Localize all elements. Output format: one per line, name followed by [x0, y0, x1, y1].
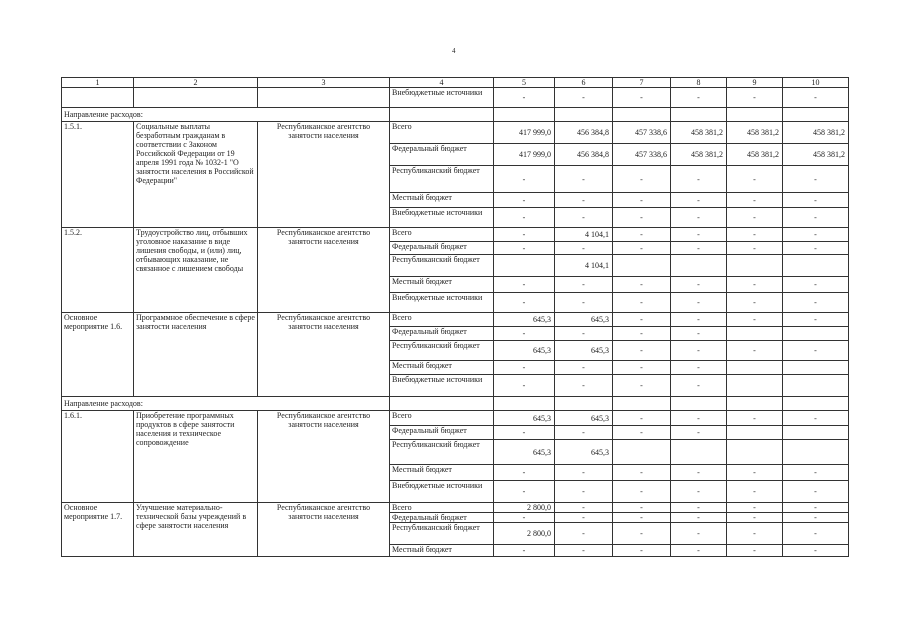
- source-label: Всего: [390, 122, 494, 144]
- row-executor: Республиканское агентство занятости населения: [258, 122, 390, 228]
- header-row: [62, 78, 849, 88]
- budget-table: [61, 77, 849, 557]
- value-cell: -: [555, 513, 613, 523]
- value-cell: -: [727, 242, 783, 255]
- value-cell: -: [494, 327, 555, 341]
- source-label: Местный бюджет: [390, 545, 494, 557]
- value-cell: -: [555, 293, 613, 313]
- value-cell: -: [783, 465, 849, 481]
- page-number: 4: [452, 47, 456, 55]
- value-cell: -: [671, 242, 727, 255]
- value-cell: -: [783, 242, 849, 255]
- table-row: [62, 228, 849, 242]
- value-cell: -: [555, 88, 613, 108]
- value-cell: -: [613, 481, 671, 503]
- value-cell: -: [494, 166, 555, 193]
- value-cell: 4 104,1: [555, 255, 613, 277]
- value-cell: -: [494, 208, 555, 228]
- value-cell: -: [494, 277, 555, 293]
- row-name: Приобретение программных продуктов в сфере занятости населения и техническое сопровождение: [134, 411, 258, 503]
- value-cell: -: [671, 313, 727, 327]
- section-row: [62, 397, 849, 411]
- value-cell: -: [727, 88, 783, 108]
- row-code: 1.5.2.: [62, 228, 134, 313]
- source-label: Республиканский бюджет: [390, 341, 494, 361]
- header-cell: 8: [671, 78, 727, 88]
- value-cell: 458 381,2: [671, 122, 727, 144]
- value-cell: 458 381,2: [783, 144, 849, 166]
- value-cell: -: [494, 513, 555, 523]
- value-cell: -: [555, 545, 613, 557]
- row-executor: Республиканское агентство занятости населения: [258, 411, 390, 503]
- row-code: Основное мероприятие 1.7.: [62, 503, 134, 557]
- value-cell: -: [727, 513, 783, 523]
- value-cell: -: [783, 313, 849, 327]
- source-label: Федеральный бюджет: [390, 242, 494, 255]
- source-label: Федеральный бюджет: [390, 327, 494, 341]
- source-label: Внебюджетные источники: [390, 88, 494, 108]
- value-cell: -: [727, 277, 783, 293]
- row-name: Программное обеспечение в сфере занятости населения: [134, 313, 258, 397]
- source-label: Внебюджетные источники: [390, 208, 494, 228]
- value-cell: -: [613, 193, 671, 208]
- header-cell: 3: [258, 78, 390, 88]
- value-cell: -: [613, 277, 671, 293]
- value-cell: -: [613, 545, 671, 557]
- value-cell: 645,3: [494, 341, 555, 361]
- source-label: Республиканский бюджет: [390, 255, 494, 277]
- value-cell: -: [555, 277, 613, 293]
- source-label: Всего: [390, 411, 494, 426]
- table-row: [62, 411, 849, 426]
- table-row: [62, 503, 849, 513]
- value-cell: -: [671, 513, 727, 523]
- value-cell: -: [783, 277, 849, 293]
- value-cell: -: [671, 426, 727, 440]
- value-cell: -: [613, 242, 671, 255]
- value-cell: -: [613, 166, 671, 193]
- value-cell: -: [555, 503, 613, 513]
- value-cell: -: [613, 503, 671, 513]
- header-cell: 7: [613, 78, 671, 88]
- value-cell: -: [555, 523, 613, 545]
- value-cell: -: [727, 481, 783, 503]
- value-cell: -: [727, 313, 783, 327]
- value-cell: -: [727, 166, 783, 193]
- value-cell: -: [671, 166, 727, 193]
- value-cell: -: [555, 481, 613, 503]
- header-cell: 10: [783, 78, 849, 88]
- value-cell: -: [613, 341, 671, 361]
- source-label: Республиканский бюджет: [390, 166, 494, 193]
- section-row: [62, 108, 849, 122]
- value-cell: -: [555, 193, 613, 208]
- value-cell: -: [727, 503, 783, 513]
- value-cell: -: [671, 503, 727, 513]
- value-cell: -: [494, 426, 555, 440]
- value-cell: -: [671, 545, 727, 557]
- value-cell: 458 381,2: [727, 144, 783, 166]
- value-cell: -: [555, 375, 613, 397]
- value-cell: -: [494, 242, 555, 255]
- row-name: Социальные выплаты безработным гражданам в соответствии с Законом Российской Федерации от 19 апреля 1991 года № 1032-1 "О занятости населения в Российской Федерации": [134, 122, 258, 228]
- value-cell: -: [783, 193, 849, 208]
- value-cell: -: [613, 523, 671, 545]
- value-cell: 458 381,2: [783, 122, 849, 144]
- value-cell: -: [727, 545, 783, 557]
- row-code: Основное мероприятие 1.6.: [62, 313, 134, 397]
- source-label: Всего: [390, 313, 494, 327]
- value-cell: -: [783, 208, 849, 228]
- value-cell: -: [494, 545, 555, 557]
- value-cell: -: [783, 503, 849, 513]
- value-cell: -: [671, 481, 727, 503]
- section-label: Направление расходов:: [62, 397, 390, 411]
- value-cell: -: [671, 341, 727, 361]
- value-cell: -: [671, 523, 727, 545]
- value-cell: -: [783, 166, 849, 193]
- value-cell: -: [613, 361, 671, 375]
- value-cell: -: [613, 513, 671, 523]
- source-label: Федеральный бюджет: [390, 144, 494, 166]
- row-name: Трудоустройство лиц, отбывших уголовное наказание в виде лишения свободы, и (или) лиц, отбывающих наказание, не связанное с лишением свободы: [134, 228, 258, 313]
- value-cell: -: [555, 208, 613, 228]
- header-cell: 1: [62, 78, 134, 88]
- value-cell: -: [727, 208, 783, 228]
- value-cell: -: [671, 293, 727, 313]
- header-cell: 5: [494, 78, 555, 88]
- value-cell: -: [671, 411, 727, 426]
- value-cell: -: [783, 411, 849, 426]
- value-cell: -: [671, 277, 727, 293]
- value-cell: -: [727, 293, 783, 313]
- value-cell: 645,3: [555, 341, 613, 361]
- source-label: Внебюджетные источники: [390, 375, 494, 397]
- value-cell: -: [555, 465, 613, 481]
- value-cell: 458 381,2: [671, 144, 727, 166]
- value-cell: -: [783, 545, 849, 557]
- value-cell: -: [727, 193, 783, 208]
- value-cell: -: [613, 208, 671, 228]
- value-cell: -: [671, 88, 727, 108]
- value-cell: -: [613, 426, 671, 440]
- value-cell: -: [783, 293, 849, 313]
- value-cell: -: [671, 375, 727, 397]
- source-label: Всего: [390, 503, 494, 513]
- value-cell: -: [555, 327, 613, 341]
- source-label: Республиканский бюджет: [390, 440, 494, 465]
- value-cell: -: [727, 411, 783, 426]
- table-row: [62, 88, 849, 108]
- source-label: Местный бюджет: [390, 465, 494, 481]
- source-label: Внебюджетные источники: [390, 481, 494, 503]
- value-cell: -: [494, 361, 555, 375]
- value-cell: 645,3: [555, 440, 613, 465]
- value-cell: -: [783, 523, 849, 545]
- value-cell: 457 338,6: [613, 122, 671, 144]
- value-cell: 456 384,8: [555, 122, 613, 144]
- header-cell: 2: [134, 78, 258, 88]
- value-cell: -: [613, 411, 671, 426]
- value-cell: -: [783, 341, 849, 361]
- source-label: Внебюджетные источники: [390, 293, 494, 313]
- value-cell: -: [494, 481, 555, 503]
- value-cell: 645,3: [555, 313, 613, 327]
- value-cell: 417 999,0: [494, 144, 555, 166]
- value-cell: 457 338,6: [613, 144, 671, 166]
- value-cell: -: [494, 293, 555, 313]
- value-cell: -: [671, 361, 727, 375]
- value-cell: -: [613, 228, 671, 242]
- source-label: Федеральный бюджет: [390, 426, 494, 440]
- value-cell: -: [555, 166, 613, 193]
- value-cell: -: [494, 193, 555, 208]
- source-label: Местный бюджет: [390, 193, 494, 208]
- value-cell: -: [727, 523, 783, 545]
- value-cell: -: [555, 426, 613, 440]
- value-cell: 456 384,8: [555, 144, 613, 166]
- table-row: [62, 122, 849, 144]
- section-label: Направление расходов:: [62, 108, 390, 122]
- value-cell: -: [613, 327, 671, 341]
- value-cell: 4 104,1: [555, 228, 613, 242]
- source-label: Республиканский бюджет: [390, 523, 494, 545]
- header-cell: 4: [390, 78, 494, 88]
- value-cell: -: [783, 481, 849, 503]
- value-cell: -: [727, 465, 783, 481]
- value-cell: -: [783, 228, 849, 242]
- value-cell: -: [613, 465, 671, 481]
- value-cell: -: [671, 465, 727, 481]
- value-cell: -: [727, 341, 783, 361]
- value-cell: 2 800,0: [494, 523, 555, 545]
- value-cell: -: [783, 513, 849, 523]
- row-executor: Республиканское агентство занятости населения: [258, 228, 390, 313]
- value-cell: -: [494, 88, 555, 108]
- value-cell: 645,3: [494, 440, 555, 465]
- value-cell: -: [783, 88, 849, 108]
- value-cell: -: [494, 375, 555, 397]
- value-cell: 645,3: [555, 411, 613, 426]
- value-cell: 417 999,0: [494, 122, 555, 144]
- value-cell: -: [613, 88, 671, 108]
- value-cell: -: [494, 465, 555, 481]
- value-cell: 2 800,0: [494, 503, 555, 513]
- row-code: 1.6.1.: [62, 411, 134, 503]
- source-label: Всего: [390, 228, 494, 242]
- source-label: Федеральный бюджет: [390, 513, 494, 523]
- value-cell: 458 381,2: [727, 122, 783, 144]
- table-row: [62, 313, 849, 327]
- source-label: Местный бюджет: [390, 361, 494, 375]
- value-cell: -: [494, 228, 555, 242]
- value-cell: -: [671, 327, 727, 341]
- row-name: Улучшение материально-технической базы учреждений в сфере занятости населения: [134, 503, 258, 557]
- value-cell: -: [613, 313, 671, 327]
- value-cell: -: [555, 242, 613, 255]
- value-cell: 645,3: [494, 411, 555, 426]
- source-label: Местный бюджет: [390, 277, 494, 293]
- row-executor: Республиканское агентство занятости населения: [258, 313, 390, 397]
- row-code: 1.5.1.: [62, 122, 134, 228]
- value-cell: -: [727, 228, 783, 242]
- value-cell: -: [671, 208, 727, 228]
- value-cell: -: [555, 361, 613, 375]
- value-cell: -: [613, 293, 671, 313]
- header-cell: 9: [727, 78, 783, 88]
- header-cell: 6: [555, 78, 613, 88]
- row-executor: Республиканское агентство занятости населения: [258, 503, 390, 557]
- value-cell: -: [613, 375, 671, 397]
- value-cell: 645,3: [494, 313, 555, 327]
- value-cell: -: [671, 228, 727, 242]
- value-cell: -: [671, 193, 727, 208]
